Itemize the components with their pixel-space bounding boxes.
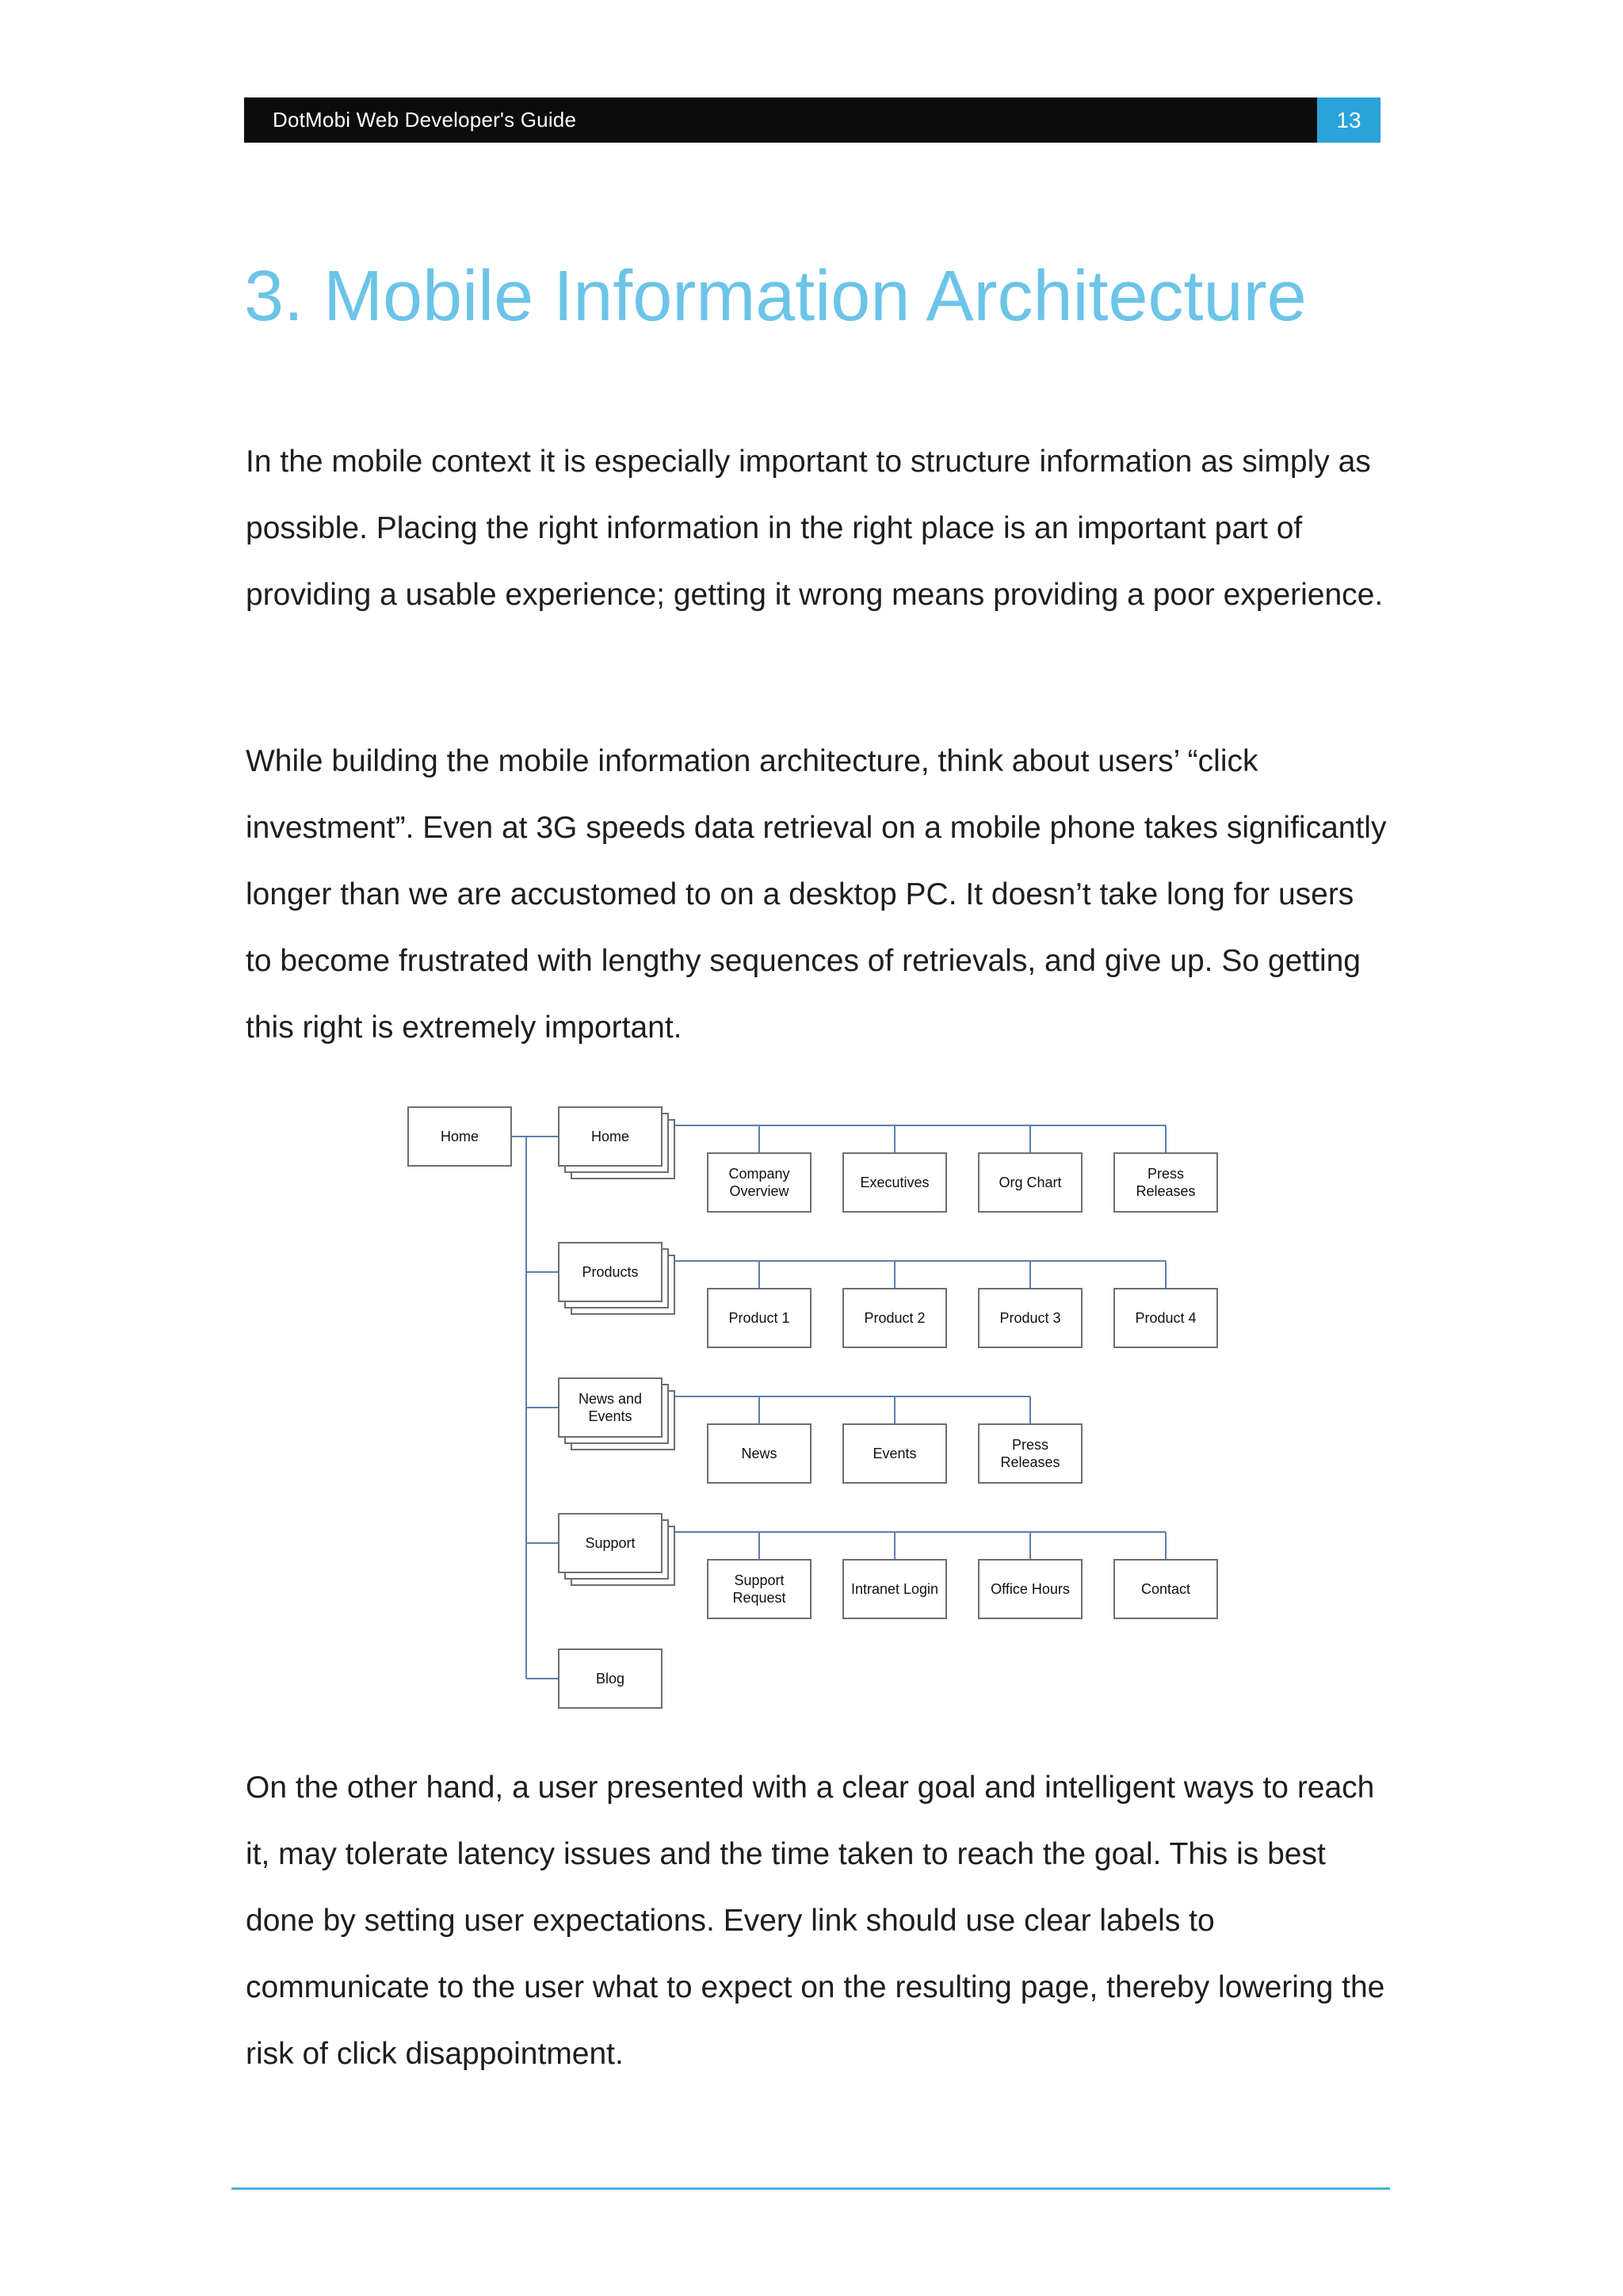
section-node-3: News and Events	[558, 1377, 663, 1438]
running-header	[244, 97, 1381, 143]
child-node-1-3: Org Chart	[978, 1152, 1083, 1213]
child-node-2-3: Product 3	[978, 1288, 1083, 1348]
child-node-4-4: Contact	[1113, 1559, 1218, 1619]
child-node-3-3: Press Releases	[978, 1423, 1083, 1484]
chapter-title: 3. Mobile Information Architecture	[244, 257, 1307, 336]
child-node-3-2: Events	[842, 1423, 947, 1484]
child-node-1-1: Company Overview	[707, 1152, 812, 1213]
child-node-4-3: Office Hours	[978, 1559, 1083, 1619]
diagram-connectors	[396, 1094, 1236, 1720]
page-number-badge: 13	[1317, 97, 1381, 143]
child-node-1-4: Press Releases	[1113, 1152, 1218, 1213]
child-node-2-1: Product 1	[707, 1288, 812, 1348]
child-node-1-2: Executives	[842, 1152, 947, 1213]
section-node-5: Blog	[558, 1648, 663, 1709]
section-node-4: Support	[558, 1513, 663, 1573]
body-paragraph-2: While building the mobile information architecture, think about users’ “click investment”. Even at 3G speeds data retrieval on a mobile phone takes significantly longer than we are accustomed to on a desktop PC. It doesn’t take long for users to become frustrated with lengthy sequences of retrievals, and give up. So getting this right is extremely important.	[246, 744, 1387, 1045]
running-header-title: DotMobi Web Developer's Guide	[273, 108, 577, 132]
body-paragraph-1: In the mobile context it is especially important to structure information as simply as possible. Placing the right information in the right place is an important part of providing a usable experience; getting it wrong means providing a poor experience.	[246, 445, 1384, 612]
child-node-3-1: News	[707, 1423, 812, 1484]
section-node-2: Products	[558, 1242, 663, 1302]
section-node-1: Home	[558, 1106, 663, 1167]
child-node-2-4: Product 4	[1113, 1288, 1218, 1348]
child-node-4-1: Support Request	[707, 1559, 812, 1619]
footer-rule	[231, 2187, 1390, 2190]
child-node-4-2: Intranet Login	[842, 1559, 947, 1619]
root-node-home: Home	[407, 1106, 512, 1167]
child-node-2-2: Product 2	[842, 1288, 947, 1348]
site-architecture-diagram	[396, 1094, 1236, 1720]
body-paragraph-3: On the other hand, a user presented with a clear goal and intelligent ways to reach it, may tolerate latency issues and the time taken to reach the goal. This is best done by setting user expectations. Every link should use clear labels to communicate to the user what to expect on the resulting page, thereby lowering the risk of click disappointment.	[246, 1771, 1385, 2071]
